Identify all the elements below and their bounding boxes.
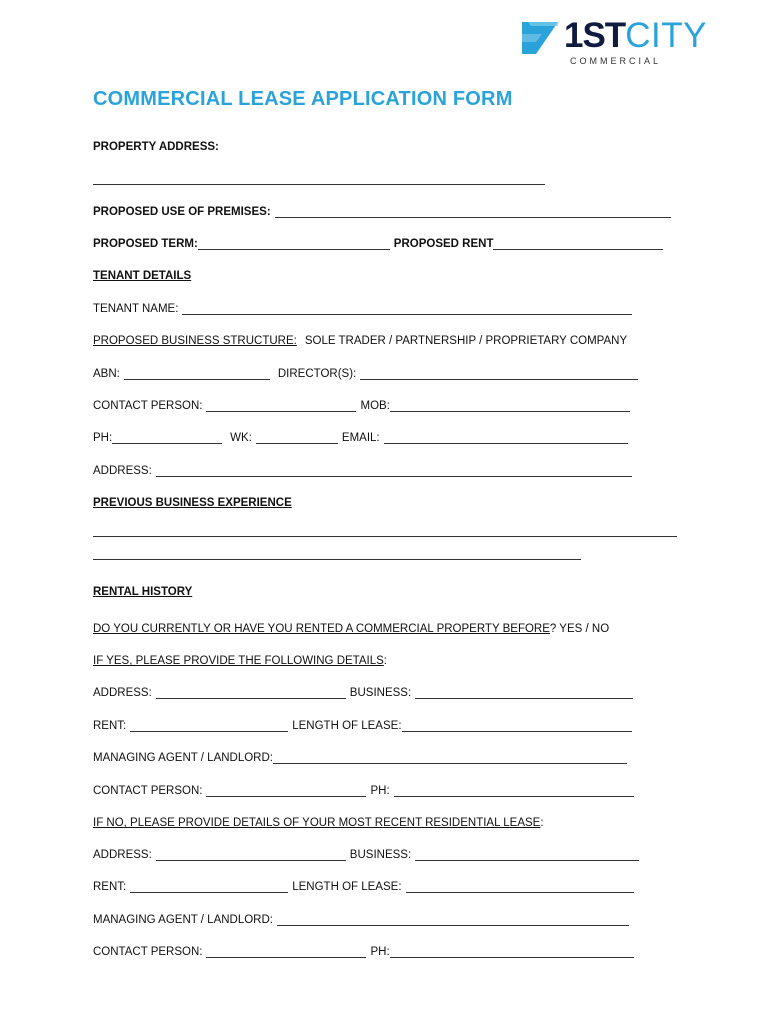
logo-mark-icon — [522, 22, 558, 54]
no-rent-field[interactable] — [130, 880, 288, 893]
yes-ph-label: PH: — [370, 785, 390, 797]
yes-contact-person-field[interactable] — [206, 784, 366, 797]
logo-wordmark — [564, 16, 707, 56]
no-address-business-row — [93, 846, 639, 864]
previous-experience-heading: PREVIOUS BUSINESS EXPERIENCE — [93, 497, 292, 509]
property-address-field[interactable] — [93, 172, 545, 185]
no-ph-label: PH: — [370, 946, 390, 958]
no-address-label: ADDRESS: — [93, 849, 152, 861]
tenant-address-row — [93, 462, 632, 480]
rented-before-row — [93, 620, 609, 638]
yes-rent-label: RENT: — [93, 720, 127, 732]
if-yes-colon: : — [383, 655, 387, 667]
no-managing-agent-row — [93, 911, 629, 929]
logo-brand-light: CITY — [625, 16, 707, 55]
yes-business-label: BUSINESS: — [349, 687, 412, 699]
rental-history-heading-row — [93, 583, 192, 601]
yes-address-field[interactable] — [156, 686, 346, 699]
if-yes-instruction: IF YES, PLEASE PROVIDE THE FOLLOWING DETAILS — [93, 655, 384, 667]
wk-field[interactable] — [256, 431, 338, 444]
business-structure-row — [93, 332, 627, 350]
proposed-rent-field[interactable] — [493, 237, 663, 250]
if-yes-row — [93, 652, 387, 670]
rental-history-heading: RENTAL HISTORY — [93, 586, 193, 598]
no-managing-agent-label: MANAGING AGENT / LANDLORD: — [93, 914, 273, 926]
abn-directors-row — [93, 365, 638, 383]
no-ph-field[interactable] — [390, 945, 634, 958]
rented-before-question: DO YOU CURRENTLY OR HAVE YOU RENTED A COMMERCIAL PROPERTY BEFORE — [93, 623, 550, 635]
no-business-field[interactable] — [415, 848, 639, 861]
yes-rent-field[interactable] — [130, 719, 288, 732]
previous-experience-field-2[interactable] — [93, 547, 581, 560]
property-address-field-row — [93, 170, 545, 188]
no-rent-length-row — [93, 878, 634, 896]
directors-label: DIRECTOR(S): — [277, 368, 357, 380]
logo-brand-bold: 1ST — [564, 16, 626, 55]
if-no-colon: : — [540, 817, 544, 829]
term-rent-row — [93, 235, 663, 253]
tenant-name-field[interactable] — [182, 302, 632, 315]
proposed-use-field[interactable] — [275, 205, 671, 218]
abn-label: ABN: — [93, 368, 120, 380]
form-title: COMMERCIAL LEASE APPLICATION FORM — [93, 88, 513, 110]
if-no-instruction: IF NO, PLEASE PROVIDE DETAILS OF YOUR MOST RECENT RESIDENTIAL LEASE — [93, 817, 541, 829]
yes-address-label: ADDRESS: — [93, 687, 152, 699]
no-contact-person-field[interactable] — [206, 945, 366, 958]
previous-experience-field-1[interactable] — [93, 524, 677, 537]
no-length-of-lease-label: LENGTH OF LEASE: — [292, 881, 402, 893]
tenant-details-heading-row — [93, 267, 191, 285]
ph-label: PH: — [93, 432, 113, 444]
contact-mob-row — [93, 397, 630, 415]
phone-email-row — [93, 429, 628, 447]
yes-managing-agent-field[interactable] — [273, 751, 627, 764]
no-business-label: BUSINESS: — [349, 849, 412, 861]
yes-contact-person-label: CONTACT PERSON: — [93, 785, 203, 797]
property-address-row — [93, 138, 219, 156]
tenant-name-label: TENANT NAME: — [93, 303, 179, 315]
yes-managing-agent-label: MANAGING AGENT / LANDLORD: — [93, 752, 273, 764]
mob-label: MOB: — [360, 400, 390, 412]
business-structure-label: PROPOSED BUSINESS STRUCTURE: — [93, 335, 297, 347]
contact-person-label: CONTACT PERSON: — [93, 400, 203, 412]
previous-experience-line-2 — [93, 545, 581, 563]
tenant-details-heading: TENANT DETAILS — [93, 270, 192, 282]
proposed-use-row — [93, 203, 671, 221]
yes-business-field[interactable] — [415, 686, 633, 699]
proposed-use-label: PROPOSED USE OF PREMISES: — [93, 206, 271, 218]
mob-field[interactable] — [390, 399, 630, 412]
yes-length-of-lease-field[interactable] — [402, 719, 632, 732]
no-managing-agent-field[interactable] — [277, 913, 629, 926]
yes-managing-agent-row — [93, 749, 627, 767]
proposed-rent-label: PROPOSED RENT — [393, 238, 494, 250]
abn-field[interactable] — [124, 367, 270, 380]
no-rent-label: RENT: — [93, 881, 127, 893]
ph-field[interactable] — [112, 431, 222, 444]
yes-contact-ph-row — [93, 782, 634, 800]
property-address-label: PROPERTY ADDRESS: — [93, 141, 219, 153]
wk-label: WK: — [230, 432, 252, 444]
tenant-address-field[interactable] — [156, 464, 632, 477]
email-label: EMAIL: — [341, 432, 380, 444]
previous-experience-heading-row — [93, 494, 292, 512]
yes-ph-field[interactable] — [394, 784, 634, 797]
logo-tagline: COMMERCIAL — [570, 56, 662, 66]
tenant-address-label: ADDRESS: — [93, 465, 152, 477]
tenant-name-row — [93, 300, 632, 318]
previous-experience-line-1 — [93, 522, 677, 540]
business-structure-options[interactable]: SOLE TRADER / PARTNERSHIP / PROPRIETARY COMPANY — [304, 335, 628, 347]
contact-person-field[interactable] — [206, 399, 356, 412]
yes-address-business-row — [93, 684, 633, 702]
no-length-of-lease-field[interactable] — [406, 880, 634, 893]
rented-before-yes-no[interactable]: ? YES / NO — [549, 623, 610, 635]
yes-length-of-lease-label: LENGTH OF LEASE: — [292, 720, 402, 732]
no-address-field[interactable] — [156, 848, 346, 861]
company-logo — [522, 18, 732, 68]
no-contact-person-label: CONTACT PERSON: — [93, 946, 203, 958]
no-contact-ph-row — [93, 943, 634, 961]
directors-field[interactable] — [360, 367, 638, 380]
email-field[interactable] — [384, 431, 628, 444]
if-no-row — [93, 814, 544, 832]
yes-rent-length-row — [93, 717, 632, 735]
proposed-term-field[interactable] — [198, 237, 390, 250]
proposed-term-label: PROPOSED TERM: — [93, 238, 198, 250]
